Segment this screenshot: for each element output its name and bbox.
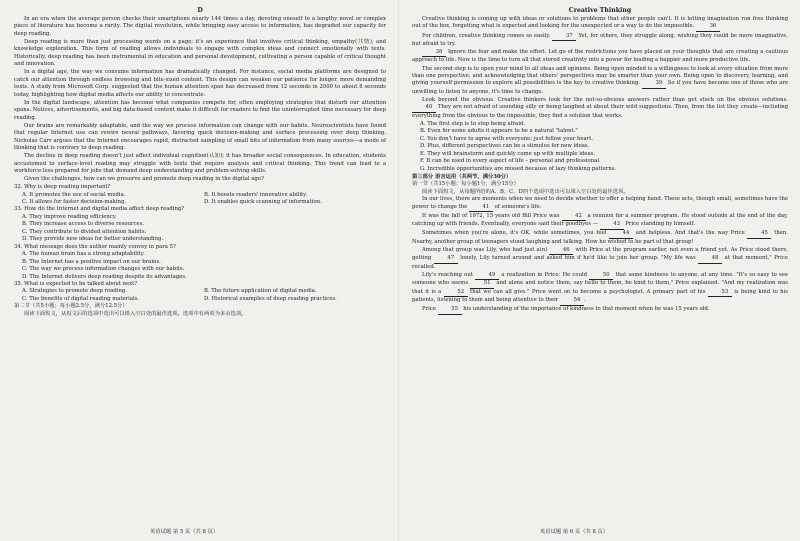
blank-51[interactable]: 51: [470, 280, 494, 288]
section-3-subheading: 第一节（共15小题；每小题1分，满分15分）: [412, 181, 519, 188]
section-2-heading: 第二节（共5小题；每小题2.5分，满分12.5分）: [14, 303, 128, 310]
passage-d-title: D: [197, 7, 203, 14]
blank-50[interactable]: 50: [589, 272, 613, 280]
option-b: B. The Internet has a positive impact on our brains.: [22, 258, 161, 265]
blank-52[interactable]: 52: [444, 289, 468, 297]
option-c: C. The benefits of digital reading materials.: [22, 295, 140, 302]
passage-paragraph: Creative thinking is coming up with ideas or solutions to problems that other people can't. It is letting imagination run free thinking out of the box, forgetting what is expected and looking for the unexpected or a way to do the impossible. 36: [412, 16, 788, 32]
option-g: G. Incredible opportunities are missed because of lazy thinking patterns.: [420, 165, 617, 172]
option-d: D. Historical examples of deep reading practices.: [204, 295, 337, 302]
question-34: 34. What message does the author mainly convey in para 5?: [14, 243, 176, 250]
option-c: C. The way we process information changes with our habits.: [22, 266, 185, 273]
passage-paragraph: For children, creative thinking comes so easily. 37 Yet, for others, they struggle along, wishing they could be more imaginative, but afraid to try.: [412, 32, 789, 47]
blank-55[interactable]: 55: [438, 306, 462, 314]
blank-53[interactable]: 53: [708, 289, 732, 297]
option-c: C. They contribute to divided attention habits.: [22, 228, 147, 235]
blank-44[interactable]: 44: [609, 230, 633, 238]
cloze-paragraph: Price 55 his understanding of the importance of kindness to that moment when he was 15 years old.: [412, 306, 788, 314]
passage-paragraph: In an era when the average person checks their smartphone nearly 144 times a day, devoting oneself to a lengthy novel or complex piece of literature has become a rarity. The digital revolution, while bringing easy access to information, has degraded our capacity for deep reading.: [14, 16, 386, 37]
blank-49[interactable]: 49: [475, 272, 499, 280]
option-b: B. The future application of digital media.: [204, 288, 317, 295]
option-a: A. They improve reading efficiency.: [22, 213, 117, 220]
option-a: A. The human brain has a strong adaptability.: [22, 251, 145, 258]
option-b: B. Even for some adults it appears to be a natural "talent.": [420, 128, 578, 135]
option-a: A. Strategies to promote deep reading.: [22, 288, 127, 295]
blank-38[interactable]: 38: [422, 49, 446, 57]
section-3-heading: 第三部分 语言运用（共两节，满分30分）: [412, 174, 512, 181]
option-c: C. You don't have to agree with everyone; just follow your heart.: [420, 135, 594, 142]
question-33: 33. How do the Internet and digital media affect deep reading?: [14, 206, 185, 213]
blank-54[interactable]: 54: [560, 297, 584, 305]
passage-paragraph: 38 Ignore the fear and make the effort. Let go of the restrictions you have placed on your thoughts that are creating a cautious approach to life. Now is the time to turn all that stored creativity into a power for leading a happier and more productive life.: [412, 49, 788, 64]
page-5-footer: 英语试题 第 5 页（共 8 页）: [150, 529, 219, 535]
passage-paragraph: Given the challenges, how can we preserve and promote deep reading in the digital age?: [24, 176, 264, 183]
blank-37[interactable]: 37: [552, 33, 576, 41]
blank-41[interactable]: 41: [469, 204, 493, 212]
option-d: D. Plus, different perspectives can be a stimulus for new ideas.: [420, 143, 590, 150]
page-fold: [398, 0, 399, 541]
option-d: D. They provide new ideas for better understanding.: [22, 236, 164, 243]
blank-36[interactable]: 36: [696, 23, 720, 31]
blank-47[interactable]: 47: [434, 255, 458, 263]
blank-46[interactable]: 46: [549, 247, 573, 255]
option-a: A. The first step is to stop being afraid.: [420, 120, 526, 127]
option-b: B. They increase access to diverse resources.: [22, 221, 145, 228]
option-b: B. It boosts readers' innovative ability.: [204, 191, 308, 198]
question-35: 35. What is expected to be talked about next?: [14, 281, 138, 288]
page-5: [14, 6, 386, 318]
cloze-paragraph: Sometimes when you're alone, it's OK, while sometimes, you feel 44 and helpless. And that's the way Price 45 then. Nearby, another group of teenagers stood laughing and talking. How he wished to be part of that group!: [412, 230, 788, 245]
option-c: C. It allows for faster decision-making.: [22, 199, 127, 206]
blank-43[interactable]: 43: [600, 221, 624, 229]
blank-40[interactable]: 40: [412, 104, 436, 112]
section-2-instructions: 阅读下面短文，从短文后的选项中选出可以填入空白处的最佳选项。选项中有两项为多余选项。: [24, 310, 247, 317]
passage-paragraph: Deep reading is more than just processing words on a page; it's an experience that involves critical thinking, empathy(共情), and knowledge exploration. This form of reading allows individuals to engage with complex ideas and connect emotionally with texts. Historically, deep reading has been instrumental in education and personal development, cultivating a person capable of critical thought and innovation.: [14, 38, 386, 68]
blank-42[interactable]: 42: [562, 213, 586, 221]
question-35-options: [14, 288, 386, 295]
option-d: D. It enables quick scanning of information.: [204, 199, 322, 206]
passage-paragraph: Our brains are remarkably adaptable, and the way we process information can change with our habits. Neuroscientists have found that regular Internet use can rewire neural pathways, favoring quick decision-making and surface processing over deep thinking. Nicholas Carr argues that the Internet encourages rapid, distracted sampling of small bits of information from many sources—a mode of thinking that is contrary to deep reading.: [14, 122, 386, 152]
passage-paragraph: The second step is to open your mind to all ideas and opinions. Being open minded is a willingness to look at every situation from more than one perspective, and acknowledging that others' perspectives may be smarter than your own. Being open to discovery, learning, and giving yourself permission to explore all possibilities is the key to creative thinking. 39 So if you have become one of those who are unwilling to listen to anyone, it's time to change.: [412, 65, 789, 95]
option-f: F. It can be used in every aspect of life – personal and professional.: [420, 158, 601, 165]
cloze-paragraph: Among that group was Lily, who had just a(n) 46 with Price at the program earlier, not even a friend yet. As Price stood there, getting 47 lonely, Lily turned around and asked him if he'd like to join her group. "My life was 48 at that moment," Price recalled.: [412, 246, 789, 270]
cloze-paragraph: Lily's reaching out 49 a realization in Price: He could 50 that same kindness to anyone, at any time. "It's so easy to see someone who seems 51 and alone and notice them, say hello to them, be kind to them," Price explained. "And my realization was that it is a 52 that we can all give." Price went on to become a psychologist. A primary part of his 53 is being kind to his patients, listening to them and being attentive to their 54 .: [412, 272, 788, 306]
passage-paragraph: The decline in deep reading doesn't just affect individual cognition(认知); it has broader social consequences. In education, students accustomed to surface-level reading may struggle with texts that require analysis and critical thinking. This trend can lead to a workforce less prepared for jobs that demand deep understanding and problem-solving skills.: [14, 153, 386, 175]
passage-paragraph: In the digital landscape, attention has become what companies compete for, often employing strategies that disturb our attention spans. Notices, advertisements, and big data-based content make it difficult for readers to find the uninterrupted time necessary for deep reading.: [14, 99, 386, 121]
passage-paragraph: Look beyond the obvious. Creative thinkers look for the not-so-obvious answers rather than get stuck on the obvious solutions. 40 They are not afraid of sounding silly or being laughed at about their wild suggestions. Then, from the list they create—including everything from the obvious to the impossible, they find a solution that works.: [412, 96, 788, 119]
option-e: E. They will brainstorm and quickly come up with multiple ideas.: [420, 150, 596, 157]
passage-title: Creative Thinking: [568, 7, 632, 14]
cloze-paragraph: In our lives, there are moments when we need to decide whether to offer a helping hand. These acts, though small, sometimes have the power to change the 41 of someone's life.: [412, 196, 788, 212]
question-32-options: [14, 192, 386, 199]
page-6-footer: 英语试题 第 6 页（共 8 页）: [540, 529, 609, 535]
option-a: A. It promotes the use of social media.: [22, 191, 126, 198]
cloze-paragraph: It was the fall of 1972, 15 years old Bill Price was 42 a reunion for a summer program. He stood outside at the end of the day, catching up with friends. Eventually, everyone said their goodbyes — 43 Price standing by himself.: [412, 213, 788, 230]
blank-39[interactable]: 39: [642, 80, 666, 88]
question-32-options: [14, 199, 386, 206]
blank-48[interactable]: 48: [698, 255, 722, 263]
section-3-instructions: 阅读下面短文，从每题所给的A、B、C、D四个选项中选出可以填入空白处的最佳选项。: [422, 188, 629, 195]
option-d: D. The Internet delivers deep reading despite its advantages.: [22, 273, 187, 280]
page-6: [412, 6, 788, 315]
passage-paragraph: In a digital age, the way we consume information has dramatically changed. For instance, social media platforms are designed to catch our attention through endless browsing and bite-sized content. This design can weaken our patience for longer, more demanding texts. A study from Microsoft Corp. suggested that the human attention span has decreased from 12 seconds in 2000 to about 8 seconds today, highlighting how digital media affects our ability to concentrate.: [14, 69, 386, 98]
question-32: 32. Why is deep reading important?: [14, 184, 111, 191]
blank-45[interactable]: 45: [747, 230, 771, 238]
